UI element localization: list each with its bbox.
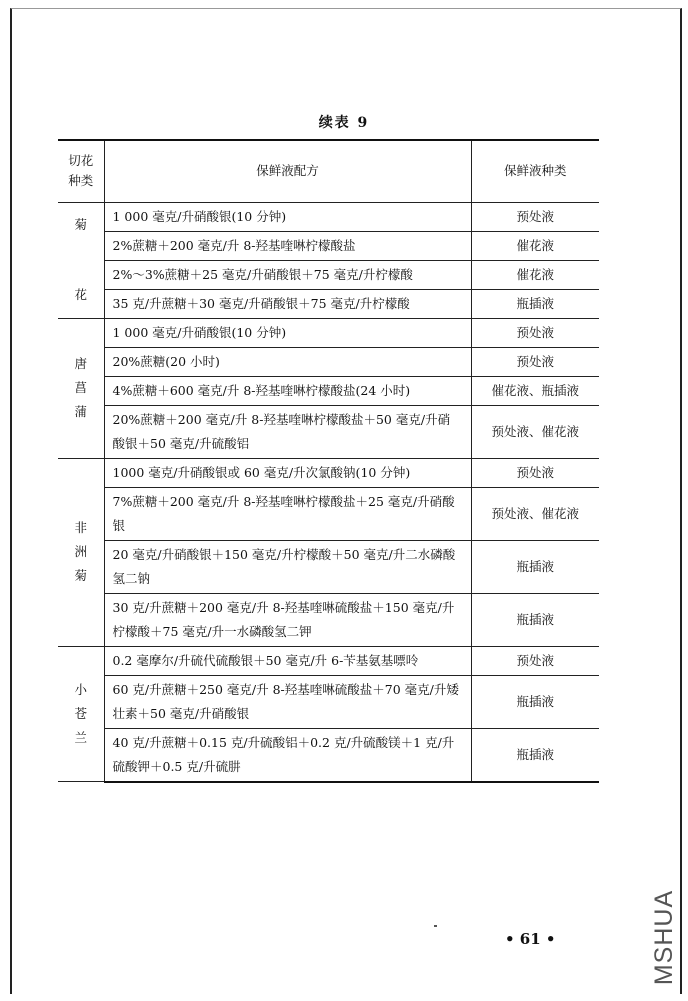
- preservative-table: [58, 139, 599, 783]
- flower-char: 非: [74, 520, 87, 535]
- formula-cell: 30 克/升蔗糖＋200 毫克/升 8-羟基喹啉硫酸盐＋150 毫克/升柠檬酸＋75 毫克/升一水磷酸氢二钾: [104, 593, 471, 646]
- table-caption: 续表 9: [318, 115, 370, 131]
- table-row: [58, 405, 599, 458]
- formula-cell: 2%蔗糖＋200 毫克/升 8-羟基喹啉柠檬酸盐: [104, 231, 471, 260]
- watermark-text: MSHUA: [650, 889, 679, 985]
- flower-char: 小: [74, 681, 87, 697]
- formula-cell: 7%蔗糖＋200 毫克/升 8-羟基喹啉柠檬酸盐＋25 毫克/升硝酸银: [104, 487, 471, 540]
- table-row: [58, 458, 599, 487]
- flower-char: 蒲: [74, 404, 87, 419]
- formula-cell: 20%蔗糖＋200 毫克/升 8-羟基喹啉柠檬酸盐＋50 毫克/升硝酸银＋50 毫克/升硫酸铝: [104, 405, 471, 458]
- table-row: [58, 347, 599, 376]
- type-cell: 催花液: [471, 260, 599, 289]
- flower-char: 菊: [74, 217, 87, 232]
- flower-char: 洲: [74, 544, 87, 559]
- type-cell: 预处液: [471, 202, 599, 231]
- page-number: • 61 •: [505, 930, 556, 948]
- formula-cell: 20%蔗糖(20 小时): [104, 347, 471, 376]
- scan-speck: [434, 925, 437, 927]
- flower-cell-chrysanthemum: [58, 202, 104, 318]
- flower-char: 菖: [74, 380, 87, 395]
- flower-char: 菊: [74, 568, 87, 583]
- type-cell: 瓶插液: [471, 675, 599, 728]
- table-row: [58, 231, 599, 260]
- watermark: [650, 882, 680, 992]
- header-row: [58, 140, 599, 202]
- formula-cell: 1 000 毫克/升硝酸银(10 分钟): [104, 202, 471, 231]
- header-flower-type-line1: 切花: [68, 153, 94, 169]
- flower-char: 兰: [74, 729, 87, 745]
- table-row: [58, 675, 599, 728]
- formula-cell: 4%蔗糖＋600 毫克/升 8-羟基喹啉柠檬酸盐(24 小时): [104, 376, 471, 405]
- formula-cell: 1000 毫克/升硝酸银或 60 毫克/升次氯酸钠(10 分钟): [104, 458, 471, 487]
- formula-cell: 60 克/升蔗糖＋250 毫克/升 8-羟基喹啉硫酸盐＋70 毫克/升矮壮素＋50 毫克/升硝酸银: [104, 675, 471, 728]
- formula-cell: 2%～3%蔗糖＋25 毫克/升硝酸银＋75 毫克/升柠檬酸: [104, 260, 471, 289]
- flower-char: 苍: [74, 705, 87, 721]
- table-row: [58, 487, 599, 540]
- table-row: [58, 318, 599, 347]
- type-cell: 瓶插液: [471, 593, 599, 646]
- header-flower-type-line2: 种类: [68, 173, 94, 189]
- table-row: [58, 202, 599, 231]
- formula-cell: 0.2 毫摩尔/升硫代硫酸银＋50 毫克/升 6-苄基氨基嘌呤: [104, 646, 471, 675]
- type-cell: 预处液: [471, 347, 599, 376]
- formula-cell: 40 克/升蔗糖＋0.15 克/升硫酸铝＋0.2 克/升硫酸镁＋1 克/升硫酸钾＋0.5 克/升硫肼: [104, 728, 471, 782]
- formula-cell: 20 毫克/升硝酸银＋150 毫克/升柠檬酸＋50 毫克/升二水磷酸氢二钠: [104, 540, 471, 593]
- type-cell: 瓶插液: [471, 289, 599, 318]
- type-cell: 预处液、催花液: [471, 487, 599, 540]
- table-row: [58, 289, 599, 318]
- flower-cell-gladiolus: [58, 318, 104, 458]
- flower-char: 唐: [74, 356, 87, 371]
- type-cell: 预处液: [471, 318, 599, 347]
- table-row: [58, 646, 599, 675]
- flower-char: 花: [74, 287, 87, 302]
- header-formula: 保鲜液配方: [104, 140, 471, 202]
- type-cell: 预处液: [471, 646, 599, 675]
- type-cell: 催花液、瓶插液: [471, 376, 599, 405]
- type-cell: 瓶插液: [471, 540, 599, 593]
- header-flower-type: [58, 140, 104, 202]
- table-row: [58, 376, 599, 405]
- header-solution-type: 保鲜液种类: [471, 140, 599, 202]
- table-row: [58, 728, 599, 782]
- table-row: [58, 260, 599, 289]
- table-row: [58, 540, 599, 593]
- flower-cell-gerbera: [58, 458, 104, 646]
- formula-cell: 35 克/升蔗糖＋30 毫克/升硝酸银＋75 毫克/升柠檬酸: [104, 289, 471, 318]
- type-cell: 催花液: [471, 231, 599, 260]
- formula-cell: 1 000 毫克/升硝酸银(10 分钟): [104, 318, 471, 347]
- type-cell: 预处液: [471, 458, 599, 487]
- flower-cell-freesia: [58, 646, 104, 782]
- type-cell: 预处液、催花液: [471, 405, 599, 458]
- table-row: [58, 593, 599, 646]
- type-cell: 瓶插液: [471, 728, 599, 782]
